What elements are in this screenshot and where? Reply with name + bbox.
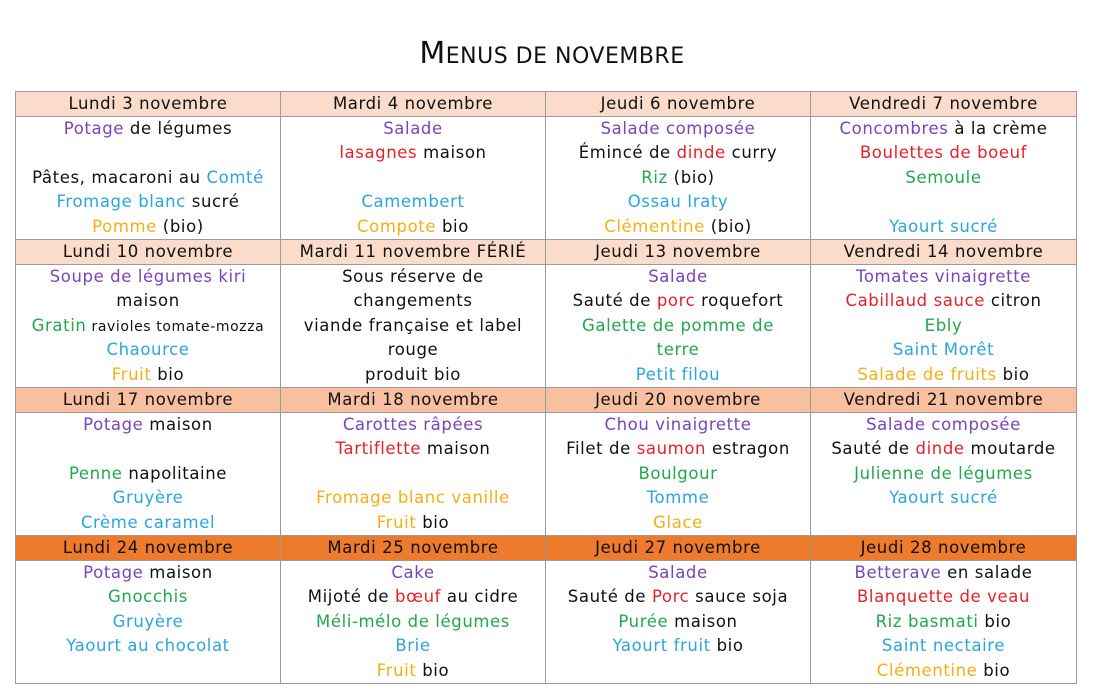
dish-text: bio xyxy=(978,611,1012,631)
dish-text: Purée xyxy=(618,611,669,631)
menu-line xyxy=(281,413,545,437)
dish-text: dinde xyxy=(915,439,965,459)
menu-line xyxy=(546,585,810,609)
day-menu-cell xyxy=(546,413,811,536)
dish-text: Gruyère xyxy=(112,488,184,508)
menu-line xyxy=(811,363,1076,387)
dish-text: Potage xyxy=(83,563,144,582)
dish-text: Crème caramel xyxy=(80,512,216,532)
menu-line xyxy=(16,166,280,190)
week-header-row xyxy=(16,388,1077,413)
dish-text: Porc xyxy=(651,587,690,607)
week-header-row xyxy=(16,92,1077,117)
menu-line xyxy=(546,363,810,387)
dish-text: Émincé de xyxy=(578,143,677,163)
dish-text: Clémentine xyxy=(876,660,978,680)
dish-text: Gratin xyxy=(31,315,87,335)
dish-text: lasagnes xyxy=(339,143,418,163)
dish-text: Mijoté de xyxy=(307,587,396,607)
menu-line xyxy=(546,289,810,313)
day-header: Lundi 3 novembre xyxy=(16,92,281,117)
dish-text: bio xyxy=(710,636,744,656)
menu-line xyxy=(811,659,1076,683)
dish-text: Tomme xyxy=(646,488,710,508)
dish-text: bio xyxy=(996,364,1030,384)
dish-text: dinde xyxy=(676,143,726,163)
day-menu-cell xyxy=(811,413,1077,536)
day-header: Lundi 17 novembre xyxy=(16,388,281,413)
day-header: Jeudi 20 novembre xyxy=(546,388,811,413)
menu-line xyxy=(16,413,280,437)
day-header: Lundi 24 novembre xyxy=(16,536,281,561)
page-title xyxy=(0,36,1104,71)
menu-line xyxy=(811,289,1076,313)
dish-text: Compote xyxy=(357,216,437,236)
dish-text: bio xyxy=(151,364,185,384)
dish-text: terre xyxy=(656,340,700,360)
day-header: Jeudi 27 novembre xyxy=(546,536,811,561)
menu-line xyxy=(811,117,1076,141)
dish-text: Sauté de xyxy=(567,587,652,607)
dish-text: citron xyxy=(985,291,1042,311)
menu-line xyxy=(16,462,280,486)
dish-text: Camembert xyxy=(361,192,465,212)
dish-text: Galette de pomme de xyxy=(582,315,774,335)
day-menu-cell xyxy=(281,413,546,536)
menu-line xyxy=(811,634,1076,658)
menu-line xyxy=(546,190,810,214)
day-menu-cell xyxy=(546,265,811,388)
dish-text: Fromage blanc xyxy=(56,192,186,212)
dish-text: Clémentine xyxy=(604,216,705,236)
dish-text: produit bio xyxy=(365,364,461,384)
day-menu-cell xyxy=(16,561,281,684)
dish-text: Cake xyxy=(391,563,435,582)
dish-text: Méli-mélo de légumes xyxy=(315,611,510,631)
menu-line xyxy=(16,511,280,535)
menu-line xyxy=(281,314,545,338)
dish-text: bio xyxy=(436,216,469,236)
dish-text: Comté xyxy=(206,167,264,187)
dish-text: Salade composée xyxy=(600,119,756,138)
day-menu-cell xyxy=(16,117,281,240)
dish-text: Fruit xyxy=(376,512,417,532)
dish-text: Salade de fruits xyxy=(857,364,997,384)
menu-line xyxy=(16,141,280,165)
menu-line xyxy=(811,215,1076,239)
title-capital: M xyxy=(419,36,446,71)
dish-text: Ebly xyxy=(924,315,963,335)
dish-text: Pâtes, macaroni au xyxy=(32,167,207,187)
dish-text: Salade composée xyxy=(866,415,1021,434)
week-header-row xyxy=(16,240,1077,265)
day-menu-cell xyxy=(16,265,281,388)
menu-line xyxy=(281,190,545,214)
menu-line xyxy=(281,486,545,510)
menu-line xyxy=(546,659,810,683)
title-rest: ENUS DE NOVEMBRE xyxy=(445,44,685,69)
menu-line xyxy=(546,265,810,289)
dish-text: Fruit xyxy=(111,364,152,384)
menu-line xyxy=(16,117,280,141)
dish-text: curry xyxy=(725,143,778,163)
menu-line xyxy=(811,486,1076,510)
dish-text: Boulettes de boeuf xyxy=(859,143,1028,163)
menu-line xyxy=(16,486,280,510)
menu-line xyxy=(16,363,280,387)
dish-text: Yaourt sucré xyxy=(889,488,998,508)
dish-text: Salade xyxy=(383,119,443,138)
day-header: Mardi 11 novembre FÉRIÉ xyxy=(281,240,546,265)
day-header: Mardi 18 novembre xyxy=(281,388,546,413)
day-header: Vendredi 7 novembre xyxy=(811,92,1077,117)
menu-line xyxy=(16,215,280,239)
dish-text: en salade xyxy=(941,563,1033,582)
menu-line xyxy=(281,363,545,387)
dish-text: Saint nectaire xyxy=(881,636,1006,656)
dish-text: Petit filou xyxy=(635,364,721,384)
dish-text: porc xyxy=(656,291,696,311)
dish-text: Yaourt fruit xyxy=(612,636,711,656)
dish-text: Brie xyxy=(395,636,431,656)
day-menu-cell xyxy=(546,117,811,240)
dish-text: maison xyxy=(143,415,213,434)
menu-line xyxy=(546,141,810,165)
menu-line xyxy=(281,338,545,362)
menu-line xyxy=(281,610,545,634)
menu-line xyxy=(281,462,545,486)
dish-text: maison xyxy=(116,291,180,311)
dish-text: Sous réserve de xyxy=(342,267,484,286)
dish-text: bio xyxy=(416,512,450,532)
dish-text: saumon xyxy=(636,439,707,459)
menu-line xyxy=(811,462,1076,486)
week-header-row xyxy=(16,536,1077,561)
day-menu-cell xyxy=(811,265,1077,388)
menu-line xyxy=(16,338,280,362)
menu-line xyxy=(811,413,1076,437)
dish-text: Concombres xyxy=(839,119,949,138)
menu-line xyxy=(546,338,810,362)
menu-line xyxy=(281,437,545,461)
day-menu-cell xyxy=(546,561,811,684)
menu-table xyxy=(15,91,1077,684)
menu-line xyxy=(546,437,810,461)
day-menu-cell xyxy=(281,117,546,240)
dish-text: (bio) xyxy=(667,167,715,187)
dish-text: Chou vinaigrette xyxy=(604,415,752,434)
dish-text: rouge xyxy=(387,340,439,360)
dish-text: Fromage blanc vanille xyxy=(316,488,510,508)
dish-text: napolitaine xyxy=(122,463,228,483)
menu-line xyxy=(16,437,280,461)
dish-text: Pomme xyxy=(92,216,157,236)
menu-line xyxy=(16,314,280,338)
dish-text: Riz xyxy=(641,167,668,187)
dish-text: maison xyxy=(668,611,738,631)
day-menu-cell xyxy=(811,561,1077,684)
dish-text: Gruyère xyxy=(112,611,184,631)
dish-text: (bio) xyxy=(156,216,204,236)
day-menu-cell xyxy=(16,413,281,536)
dish-text: Yaourt sucré xyxy=(889,216,998,236)
day-header: Jeudi 13 novembre xyxy=(546,240,811,265)
dish-text: Potage xyxy=(83,415,144,434)
dish-text: Gnocchis xyxy=(108,587,188,607)
day-menu-cell xyxy=(281,265,546,388)
menu-line xyxy=(811,511,1076,535)
dish-text: maison xyxy=(417,143,487,163)
dish-text: bœuf xyxy=(395,587,442,607)
menu-line xyxy=(546,561,810,585)
week-menu-row xyxy=(16,265,1077,388)
menu-line xyxy=(546,486,810,510)
dish-text: Boulgour xyxy=(638,463,718,483)
menu-line xyxy=(16,265,280,289)
dish-text: moutarde xyxy=(964,439,1056,459)
menu-line xyxy=(546,610,810,634)
dish-text: ravioles tomate-mozza xyxy=(86,318,265,335)
dish-text: Potage xyxy=(63,119,125,138)
dish-text: bio xyxy=(977,660,1011,680)
dish-text: au cidre xyxy=(441,587,519,607)
day-header: Mardi 25 novembre xyxy=(281,536,546,561)
dish-text: maison xyxy=(421,439,491,459)
dish-text: changements xyxy=(353,291,473,311)
dish-text: Glace xyxy=(653,512,703,532)
dish-text: Filet de xyxy=(566,439,637,459)
dish-text: Salade xyxy=(648,563,708,582)
menu-line xyxy=(281,117,545,141)
dish-text: roquefort xyxy=(695,291,784,311)
day-menu-cell xyxy=(281,561,546,684)
menu-line xyxy=(281,634,545,658)
week-menu-row xyxy=(16,561,1077,684)
menu-line xyxy=(16,190,280,214)
dish-text: Sauté de xyxy=(572,291,657,311)
menu-line xyxy=(811,166,1076,190)
menu-line xyxy=(16,610,280,634)
menu-line xyxy=(546,634,810,658)
menu-line xyxy=(16,585,280,609)
dish-text: Ossau Iraty xyxy=(627,192,729,212)
menu-line xyxy=(811,437,1076,461)
day-header: Jeudi 6 novembre xyxy=(546,92,811,117)
menu-line xyxy=(16,634,280,658)
dish-text: Tomates vinaigrette xyxy=(855,267,1032,286)
menu-line xyxy=(811,610,1076,634)
dish-text: bio xyxy=(416,660,450,680)
week-menu-row xyxy=(16,117,1077,240)
day-header: Mardi 4 novembre xyxy=(281,92,546,117)
menu-line xyxy=(811,141,1076,165)
menu-line xyxy=(811,585,1076,609)
day-menu-cell xyxy=(811,117,1077,240)
menu-line xyxy=(546,215,810,239)
menu-line xyxy=(281,141,545,165)
menu-line xyxy=(811,265,1076,289)
menu-line xyxy=(546,413,810,437)
menu-line xyxy=(281,561,545,585)
dish-text: (bio) xyxy=(704,216,752,236)
dish-text: Riz basmati xyxy=(875,611,979,631)
menu-line xyxy=(546,117,810,141)
dish-text: Fruit xyxy=(376,660,417,680)
dish-text: Betterave xyxy=(854,563,942,582)
menu-line xyxy=(281,215,545,239)
menu-line xyxy=(281,659,545,683)
menu-line xyxy=(16,561,280,585)
menu-line xyxy=(811,338,1076,362)
dish-text: Tartiflette xyxy=(335,439,422,459)
dish-text: de légumes xyxy=(124,119,233,138)
dish-text: Yaourt au chocolat xyxy=(66,636,230,656)
menu-line xyxy=(281,585,545,609)
menu-line xyxy=(16,289,280,313)
menu-line xyxy=(811,314,1076,338)
dish-text: Chaource xyxy=(106,340,190,360)
menu-line xyxy=(281,511,545,535)
menu-line xyxy=(281,265,545,289)
dish-text: Semoule xyxy=(905,167,982,187)
day-header: Lundi 10 novembre xyxy=(16,240,281,265)
menu-line xyxy=(811,190,1076,214)
week-menu-row xyxy=(16,413,1077,536)
dish-text: Soupe de légumes kiri xyxy=(49,267,247,286)
day-header: Vendredi 14 novembre xyxy=(811,240,1077,265)
dish-text: viande française et label xyxy=(303,315,523,335)
menu-line xyxy=(281,289,545,313)
menu-line xyxy=(811,561,1076,585)
dish-text: maison xyxy=(143,563,213,582)
menu-line xyxy=(546,166,810,190)
day-header: Jeudi 28 novembre xyxy=(811,536,1077,561)
dish-text: sucré xyxy=(185,192,240,212)
menu-line xyxy=(281,166,545,190)
menu-line xyxy=(16,659,280,683)
dish-text: estragon xyxy=(706,439,790,459)
menu-line xyxy=(546,462,810,486)
dish-text: Blanquette de veau xyxy=(856,587,1031,607)
dish-text: à la crème xyxy=(948,119,1048,138)
dish-text: Salade xyxy=(648,267,708,286)
dish-text: sauce soja xyxy=(689,587,789,607)
dish-text: Carottes râpées xyxy=(342,415,484,434)
dish-text: Julienne de légumes xyxy=(854,463,1033,483)
menu-line xyxy=(546,314,810,338)
dish-text: Cabillaud sauce xyxy=(845,291,985,311)
dish-text: Saint Morêt xyxy=(892,340,995,360)
dish-text: Sauté de xyxy=(831,439,916,459)
menu-line xyxy=(546,511,810,535)
dish-text: Penne xyxy=(68,463,123,483)
day-header: Vendredi 21 novembre xyxy=(811,388,1077,413)
